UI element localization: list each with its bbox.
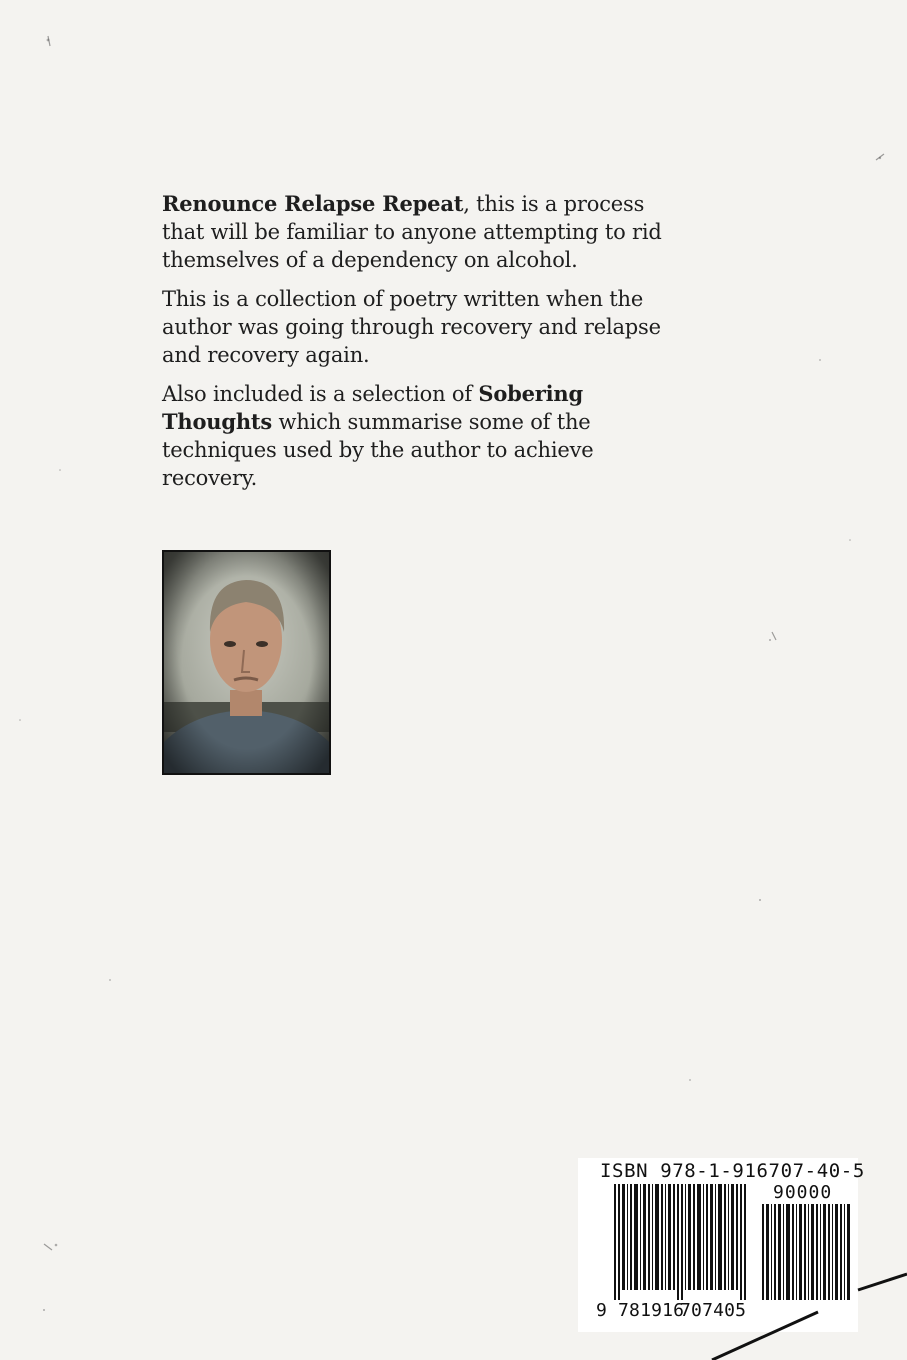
price-addon-digits: 90000 (773, 1182, 833, 1203)
sobering-thoughts-bold: Sobering Thoughts (162, 381, 583, 434)
barcode-right-digits: 707405 (680, 1300, 747, 1321)
blurb-p3-pre: Also included is a selection of (162, 382, 479, 406)
blurb-p3-post: which summarise some of the techniques used by the author to achieve recovery. (162, 410, 594, 490)
isbn-label: ISBN 978-1-916707-40-5 (600, 1160, 865, 1182)
barcode-first-digit: 9 (596, 1300, 607, 1321)
barcode-left-digits: 781916 (618, 1300, 685, 1321)
book-title-bold: Renounce Relapse Repeat (162, 191, 464, 216)
blurb-p1-text: , this is a process that will be familiar to anyone attempting to rid themselves of a dependency on alcohol. (162, 192, 662, 272)
blurb-paragraph-2: This is a collection of poetry written when the author was going through recovery and relapse and recovery again. (162, 287, 661, 367)
